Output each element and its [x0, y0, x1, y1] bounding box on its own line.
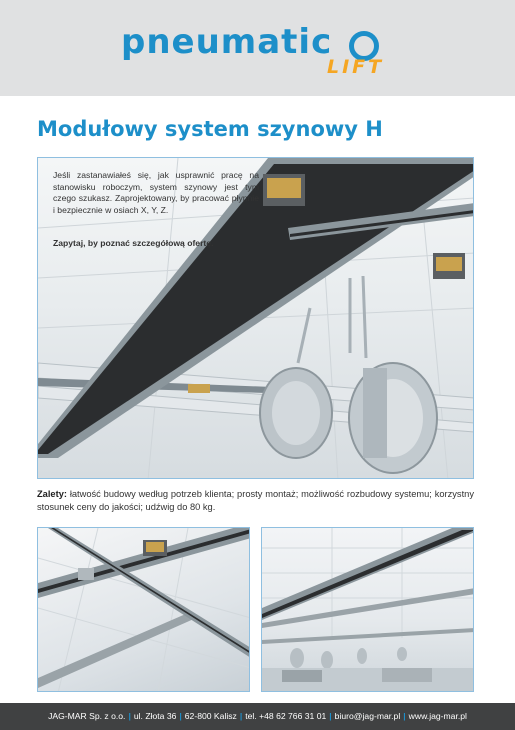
contact-footer: [0, 703, 515, 730]
rail-detail-photo: [37, 527, 250, 692]
footer-phone[interactable]: tel. +48 62 766 31 01: [245, 711, 327, 721]
main-rail-photo: [37, 157, 474, 479]
footer-email-link[interactable]: biuro@jag-mar.pl: [334, 711, 401, 721]
header-band: [0, 0, 515, 96]
benefits-label: Zalety:: [37, 489, 67, 499]
footer-company: JAG-MAR Sp. z o.o.: [48, 711, 126, 721]
left-photo-illustration: [38, 528, 250, 692]
page-title: Modułowy system szynowy H: [37, 117, 383, 141]
right-photo-illustration: [262, 528, 474, 692]
intro-paragraph: Jeśli zastanawiałeś się, jak usprawnić pracę na stanowisku roboczym, system szynowy jest tym czego szukasz. Zaprojektowany, by pracować płynnie i bezpiecznie w osiach X, Y, Z.: [53, 170, 259, 215]
footer-street: ul. Złota 36: [133, 711, 177, 721]
offer-call-to-action: Zapytaj, by poznać szczegółową ofertę.: [53, 238, 214, 248]
benefits-text: łatwość budowy według potrzeb klienta; prosty montaż; możliwość rozbudowy systemu; korzystny stosunek ceny do jakości; udźwig do 80 kg.: [37, 489, 474, 512]
footer-city: 62-800 Kalisz: [184, 711, 237, 721]
footer-separator: |: [179, 711, 182, 721]
benefits-paragraph: [37, 488, 474, 514]
footer-separator: |: [239, 711, 243, 721]
logo-wordmark: pneumatic: [121, 22, 333, 62]
footer-website-link[interactable]: www.jag-mar.pl: [408, 711, 467, 721]
workshop-hall-photo: [261, 527, 474, 692]
footer-separator: |: [403, 711, 406, 721]
logo-lift-text: LIFT: [327, 56, 385, 78]
pneumatico-lift-logo[interactable]: [121, 22, 383, 80]
footer-separator: |: [128, 711, 131, 721]
footer-separator: |: [329, 711, 332, 721]
